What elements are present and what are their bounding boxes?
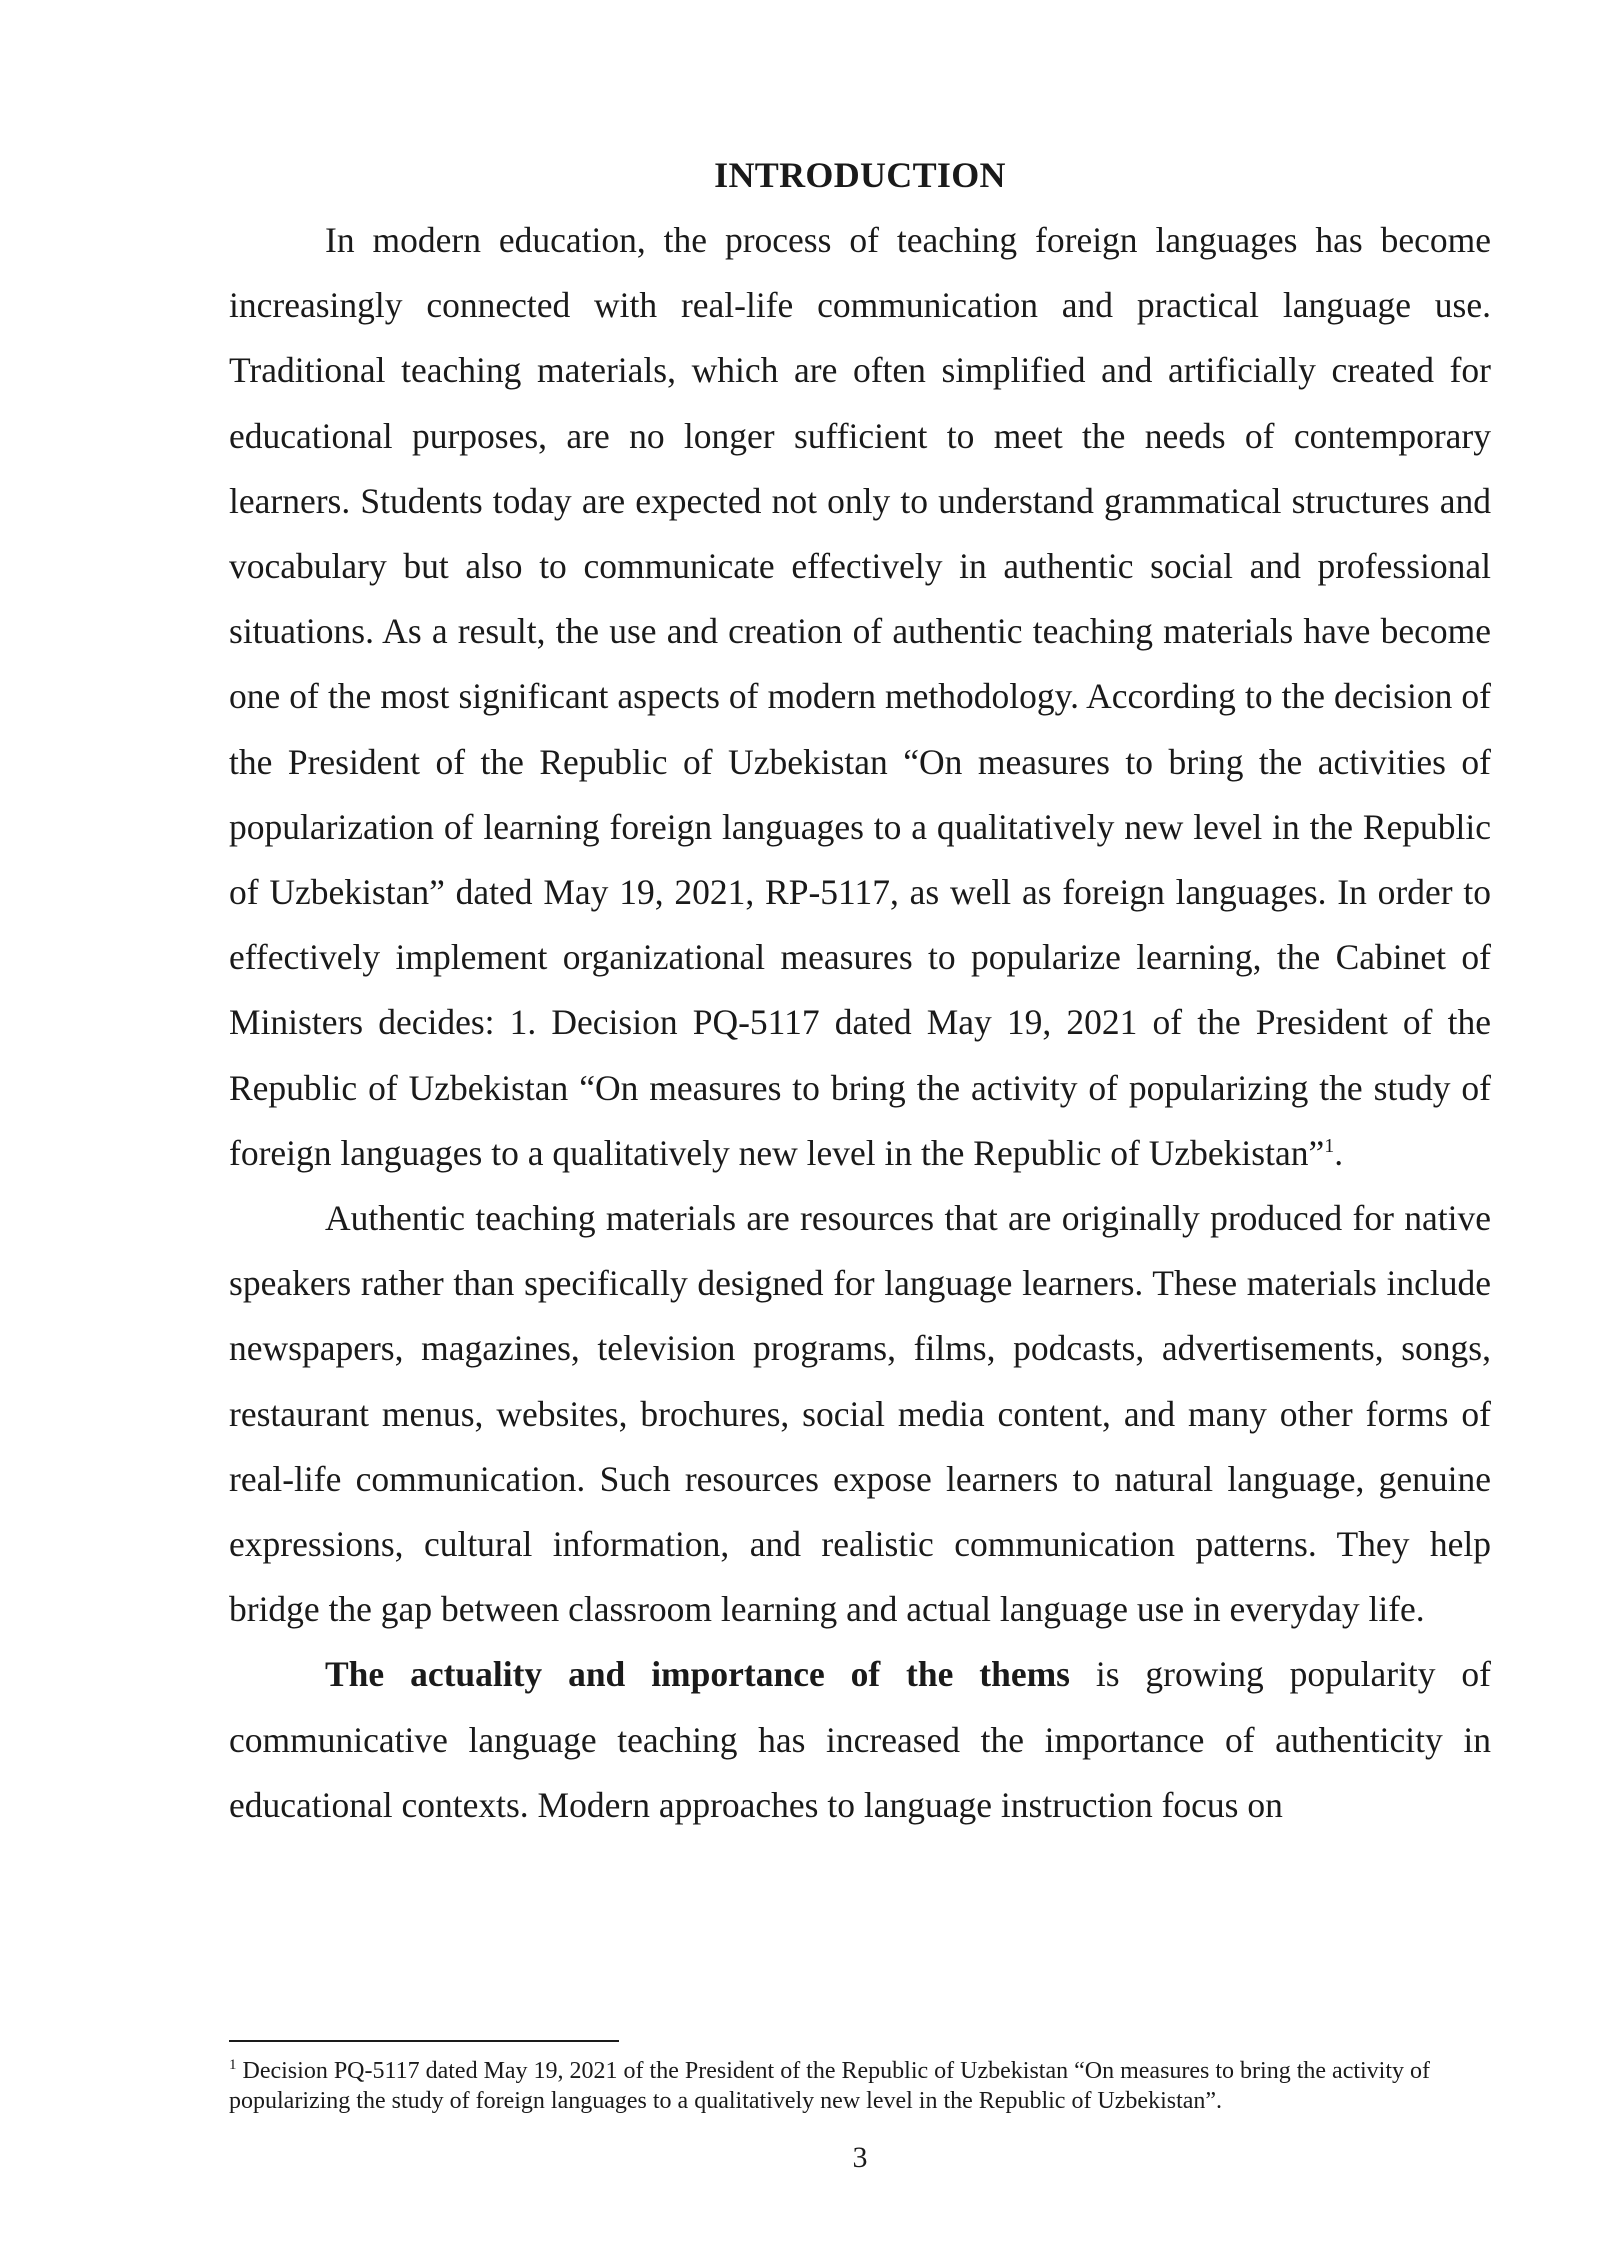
paragraph-intro (229, 208, 1491, 1186)
paragraph-intro-end: . (1334, 1132, 1344, 1173)
footnote-separator (229, 2040, 619, 2042)
footnote-text: Decision PQ-5117 dated May 19, 2021 of the President of the Republic of Uzbekistan “On measures to bring the activity of popularizing the study of foreign languages to a qualitatively new level in the Republic of Uzbekistan”. (229, 2058, 1431, 2114)
paragraph-actuality-text: is growing popularity of communicative language teaching has increased the importance of authenticity in educational contexts. Modern approaches to language instruction focus on (229, 1654, 1491, 1825)
body-text (229, 208, 1491, 1838)
page-number: 3 (852, 2141, 868, 2174)
paragraph-actuality-bold-lead: The actuality and importance of the thems (325, 1654, 1070, 1695)
footnote-marker: 1 (229, 2057, 237, 2073)
section-heading: INTRODUCTION (714, 155, 1006, 195)
paragraph-intro-text: In modern education, the process of teaching foreign languages has become increasingly connected with real-life communication and practical language use. Traditional teaching materials, which are often simplified and artificially created for educational purposes, are no longer sufficient to meet the needs of contemporary learners. Students today are expected not only to understand grammatical structures and vocabulary but also to communicate effectively in authentic social and professional situations. As a result, the use and creation of authentic teaching materials have become one of the most significant aspects of modern methodology. According to the decision of the President of the Republic of Uzbekistan “On measures to bring the activities of popularization of learning foreign languages to a qualitatively new level in the Republic of Uzbekistan” dated May 19, 2021, RP-5117, as well as foreign languages. In order to effectively implement organizational measures to popularize learning, the Cabinet of Ministers decides: 1. Decision PQ-5117 dated May 19, 2021 of the President of the Republic of Uzbekistan “On measures to bring the activity of popularizing the study of foreign languages to a qualitatively new level in the Republic of Uzbekistan” (229, 220, 1491, 1173)
footnote-reference[interactable]: 1 (1324, 1135, 1335, 1158)
paragraph-authentic-materials: Authentic teaching materials are resources that are originally produced for native speakers rather than specifically designed for language learners. These materials include newspapers, magazines, television programs, films, podcasts, advertisements, songs, restaurant menus, websites, brochures, social media content, and many other forms of real-life communication. Such resources expose learners to natural language, genuine expressions, cultural information, and realistic communication patterns. They help bridge the gap between classroom learning and actual language use in everyday life. (229, 1198, 1491, 1630)
paragraph-actuality (229, 1642, 1491, 1838)
footnote (229, 2056, 1491, 2116)
